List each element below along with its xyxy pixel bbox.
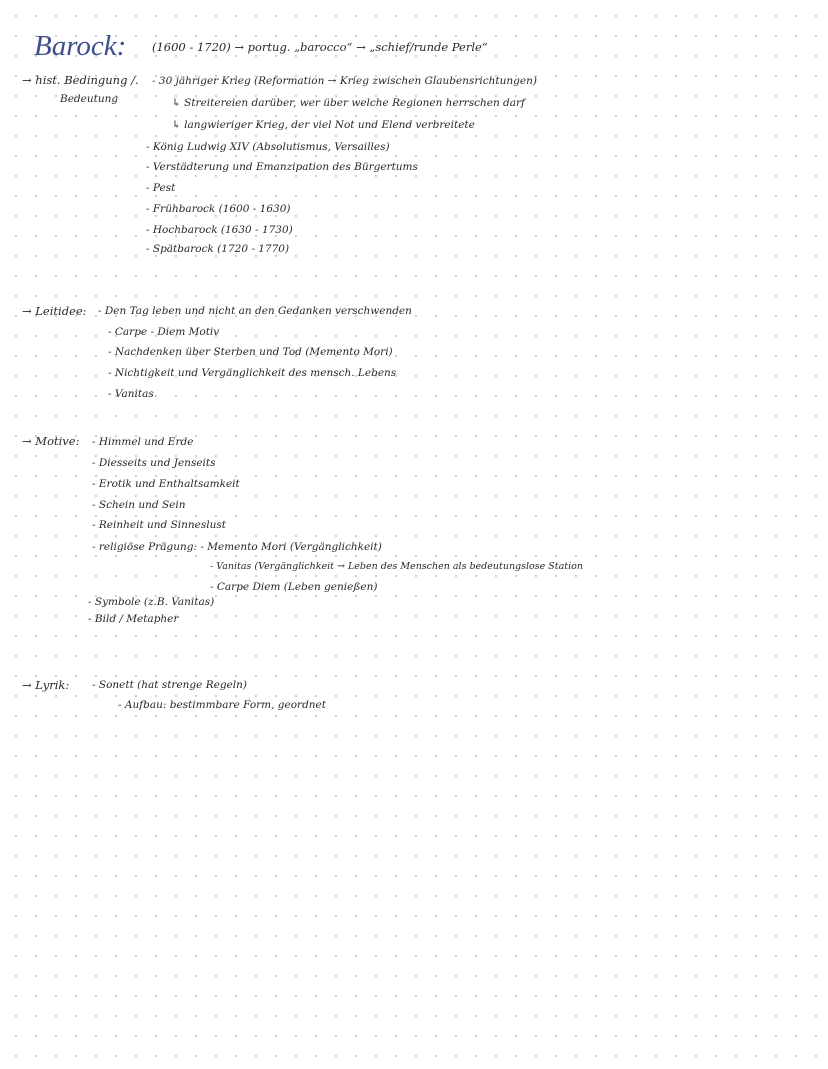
list-item: - Schein und Sein	[92, 499, 186, 511]
list-item: - Nachdenken über Sterben und Tod (Memento Mori)	[108, 346, 393, 358]
list-item: - König Ludwig XIV (Absolutismus, Versailles)	[146, 141, 390, 153]
title-note: (1600 - 1720) → portug. „barocco“ → „schief/runde Perle“	[152, 40, 488, 54]
list-item: - Den Tag leben und nicht an den Gedanken verschwenden	[98, 305, 412, 317]
list-item: - Bild / Metapher	[88, 613, 179, 625]
section-heading: → Motive:	[22, 434, 80, 448]
list-item: - Nichtigkeit und Vergänglichkeit des mensch. Lebens	[108, 367, 397, 379]
list-item: - 30 jähriger Krieg (Reformation → Krieg zwischen Glaubensrichtungen)	[152, 75, 537, 87]
list-item: ↳ Streitereien darüber, wer über welche Regionen herrschen darf	[172, 97, 525, 109]
section-heading: → hist. Bedingung /.	[22, 73, 139, 87]
list-item: - Diesseits und Jenseits	[92, 457, 216, 469]
list-item: - religiöse Prägung: - Memento Mori (Vergänglichkeit)	[92, 541, 382, 553]
list-item: - Symbole (z.B. Vanitas)	[88, 596, 215, 608]
list-item: - Erotik und Enthaltsamkeit	[92, 478, 240, 490]
section-heading: → Lyrik:	[22, 678, 70, 692]
list-item: - Carpe - Diem Motiv	[108, 326, 220, 338]
page-title: Barock:	[34, 30, 127, 62]
list-item: - Vanitas (Vergänglichkeit → Leben des Menschen als bedeutungslose Station	[210, 561, 583, 572]
list-item: - Verstädterung und Emanzipation des Bürgertums	[146, 161, 418, 173]
section-heading: → Leitidee:	[22, 304, 87, 318]
list-item: ↳ langwieriger Krieg, der viel Not und Elend verbreitete	[172, 119, 475, 131]
list-item: - Carpe Diem (Leben genießen)	[210, 581, 378, 593]
list-item: - Reinheit und Sinneslust	[92, 519, 227, 531]
list-item: - Frühbarock (1600 - 1630)	[146, 203, 291, 215]
list-item: - Pest	[146, 182, 176, 194]
list-item: - Vanitas	[108, 388, 154, 400]
list-item: - Aufbau: bestimmbare Form, geordnet	[118, 699, 326, 711]
list-item: - Sonett (hat strenge Regeln)	[92, 679, 247, 691]
list-item: - Spätbarock (1720 - 1770)	[146, 243, 290, 255]
list-item: - Himmel und Erde	[92, 436, 194, 448]
list-item: - Hochbarock (1630 - 1730)	[146, 224, 293, 236]
section-heading-cont: Bedeutung	[60, 93, 119, 105]
